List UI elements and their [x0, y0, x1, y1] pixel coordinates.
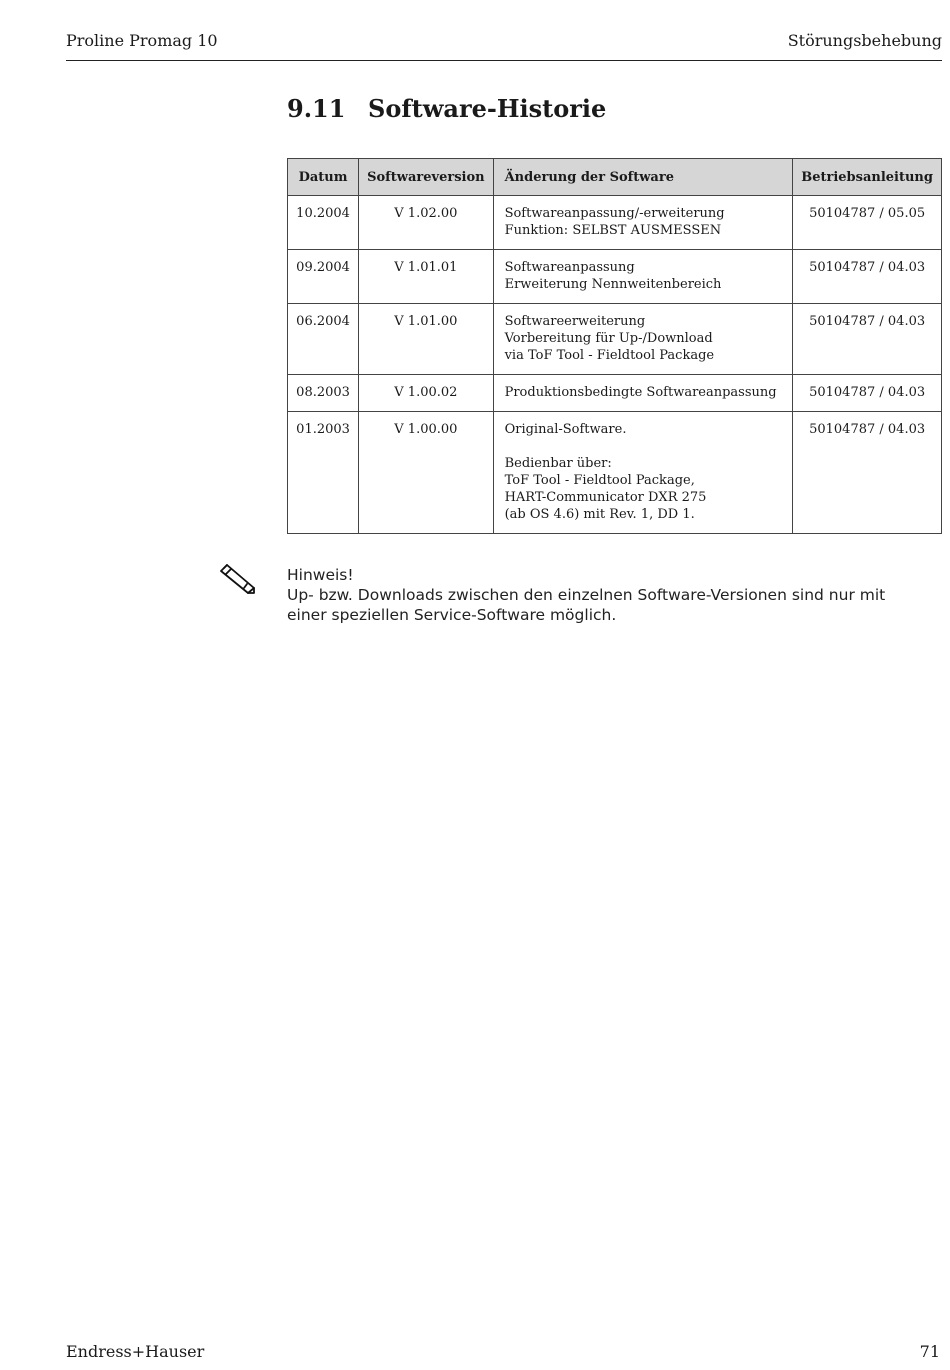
note-text: Up- bzw. Downloads zwischen den einzelnen Software-Versionen sind nur mit einer speziellen Service-Software möglich. — [287, 586, 886, 624]
table-row — [288, 196, 942, 250]
change-line: Funktion: SELBST AUSMESSEN — [504, 223, 722, 238]
note-block — [287, 565, 927, 625]
column-header-date: Datum — [288, 159, 359, 196]
pencil-note-icon — [218, 563, 258, 595]
column-header-change: Änderung der Software — [493, 159, 793, 196]
cell-change — [493, 412, 793, 534]
change-line: Vorbereitung für Up-/Download — [504, 331, 713, 346]
cell-version: V 1.01.00 — [359, 304, 493, 375]
cell-date: 06.2004 — [288, 304, 359, 375]
cell-change — [493, 196, 793, 250]
cell-version: V 1.00.00 — [359, 412, 493, 534]
cell-version: V 1.02.00 — [359, 196, 493, 250]
footer-company: Endress+Hauser — [66, 1342, 205, 1361]
table-row — [288, 412, 942, 534]
change-line: Bedienbar über: — [504, 456, 612, 471]
line-spacer — [505, 438, 785, 455]
table-row — [288, 250, 942, 304]
header-divider — [66, 60, 942, 61]
column-header-version: Softwareversion — [359, 159, 493, 196]
table-row — [288, 375, 942, 412]
cell-manual: 50104787 / 04.03 — [793, 304, 942, 375]
cell-change — [493, 250, 793, 304]
cell-date: 01.2003 — [288, 412, 359, 534]
header-document-title: Proline Promag 10 — [66, 31, 218, 50]
cell-version: V 1.00.02 — [359, 375, 493, 412]
cell-date: 08.2003 — [288, 375, 359, 412]
change-line: (ab OS 4.6) mit Rev. 1, DD 1. — [504, 507, 695, 522]
cell-manual: 50104787 / 04.03 — [793, 412, 942, 534]
cell-manual: 50104787 / 05.05 — [793, 196, 942, 250]
change-line: Erweiterung Nennweitenbereich — [504, 277, 722, 292]
change-line: Original-Software. — [504, 422, 627, 437]
change-line: Softwareerweiterung — [504, 314, 646, 329]
section-number: 9.11 — [287, 94, 346, 123]
software-history-table — [287, 158, 942, 534]
change-line: ToF Tool - Fieldtool Package, — [504, 473, 695, 488]
table-header-row — [288, 159, 942, 196]
change-line: Softwareanpassung/-erweiterung — [504, 206, 725, 221]
cell-manual: 50104787 / 04.03 — [793, 375, 942, 412]
cell-date: 10.2004 — [288, 196, 359, 250]
cell-manual: 50104787 / 04.03 — [793, 250, 942, 304]
change-line: HART-Communicator DXR 275 — [504, 490, 707, 505]
change-line: via ToF Tool - Fieldtool Package — [504, 348, 715, 363]
column-header-manual: Betriebsanleitung — [793, 159, 942, 196]
change-line: Produktionsbedingte Softwareanpassung — [504, 385, 777, 400]
note-title: Hinweis! — [287, 566, 354, 584]
table-row — [288, 304, 942, 375]
cell-date: 09.2004 — [288, 250, 359, 304]
section-title: Software-Historie — [368, 94, 607, 123]
cell-change — [493, 375, 793, 412]
cell-version: V 1.01.01 — [359, 250, 493, 304]
change-line: Softwareanpassung — [504, 260, 635, 275]
section-heading — [287, 94, 606, 123]
header-chapter-title: Störungsbehebung — [787, 31, 942, 50]
footer-page-number: 71 — [919, 1342, 940, 1361]
cell-change — [493, 304, 793, 375]
